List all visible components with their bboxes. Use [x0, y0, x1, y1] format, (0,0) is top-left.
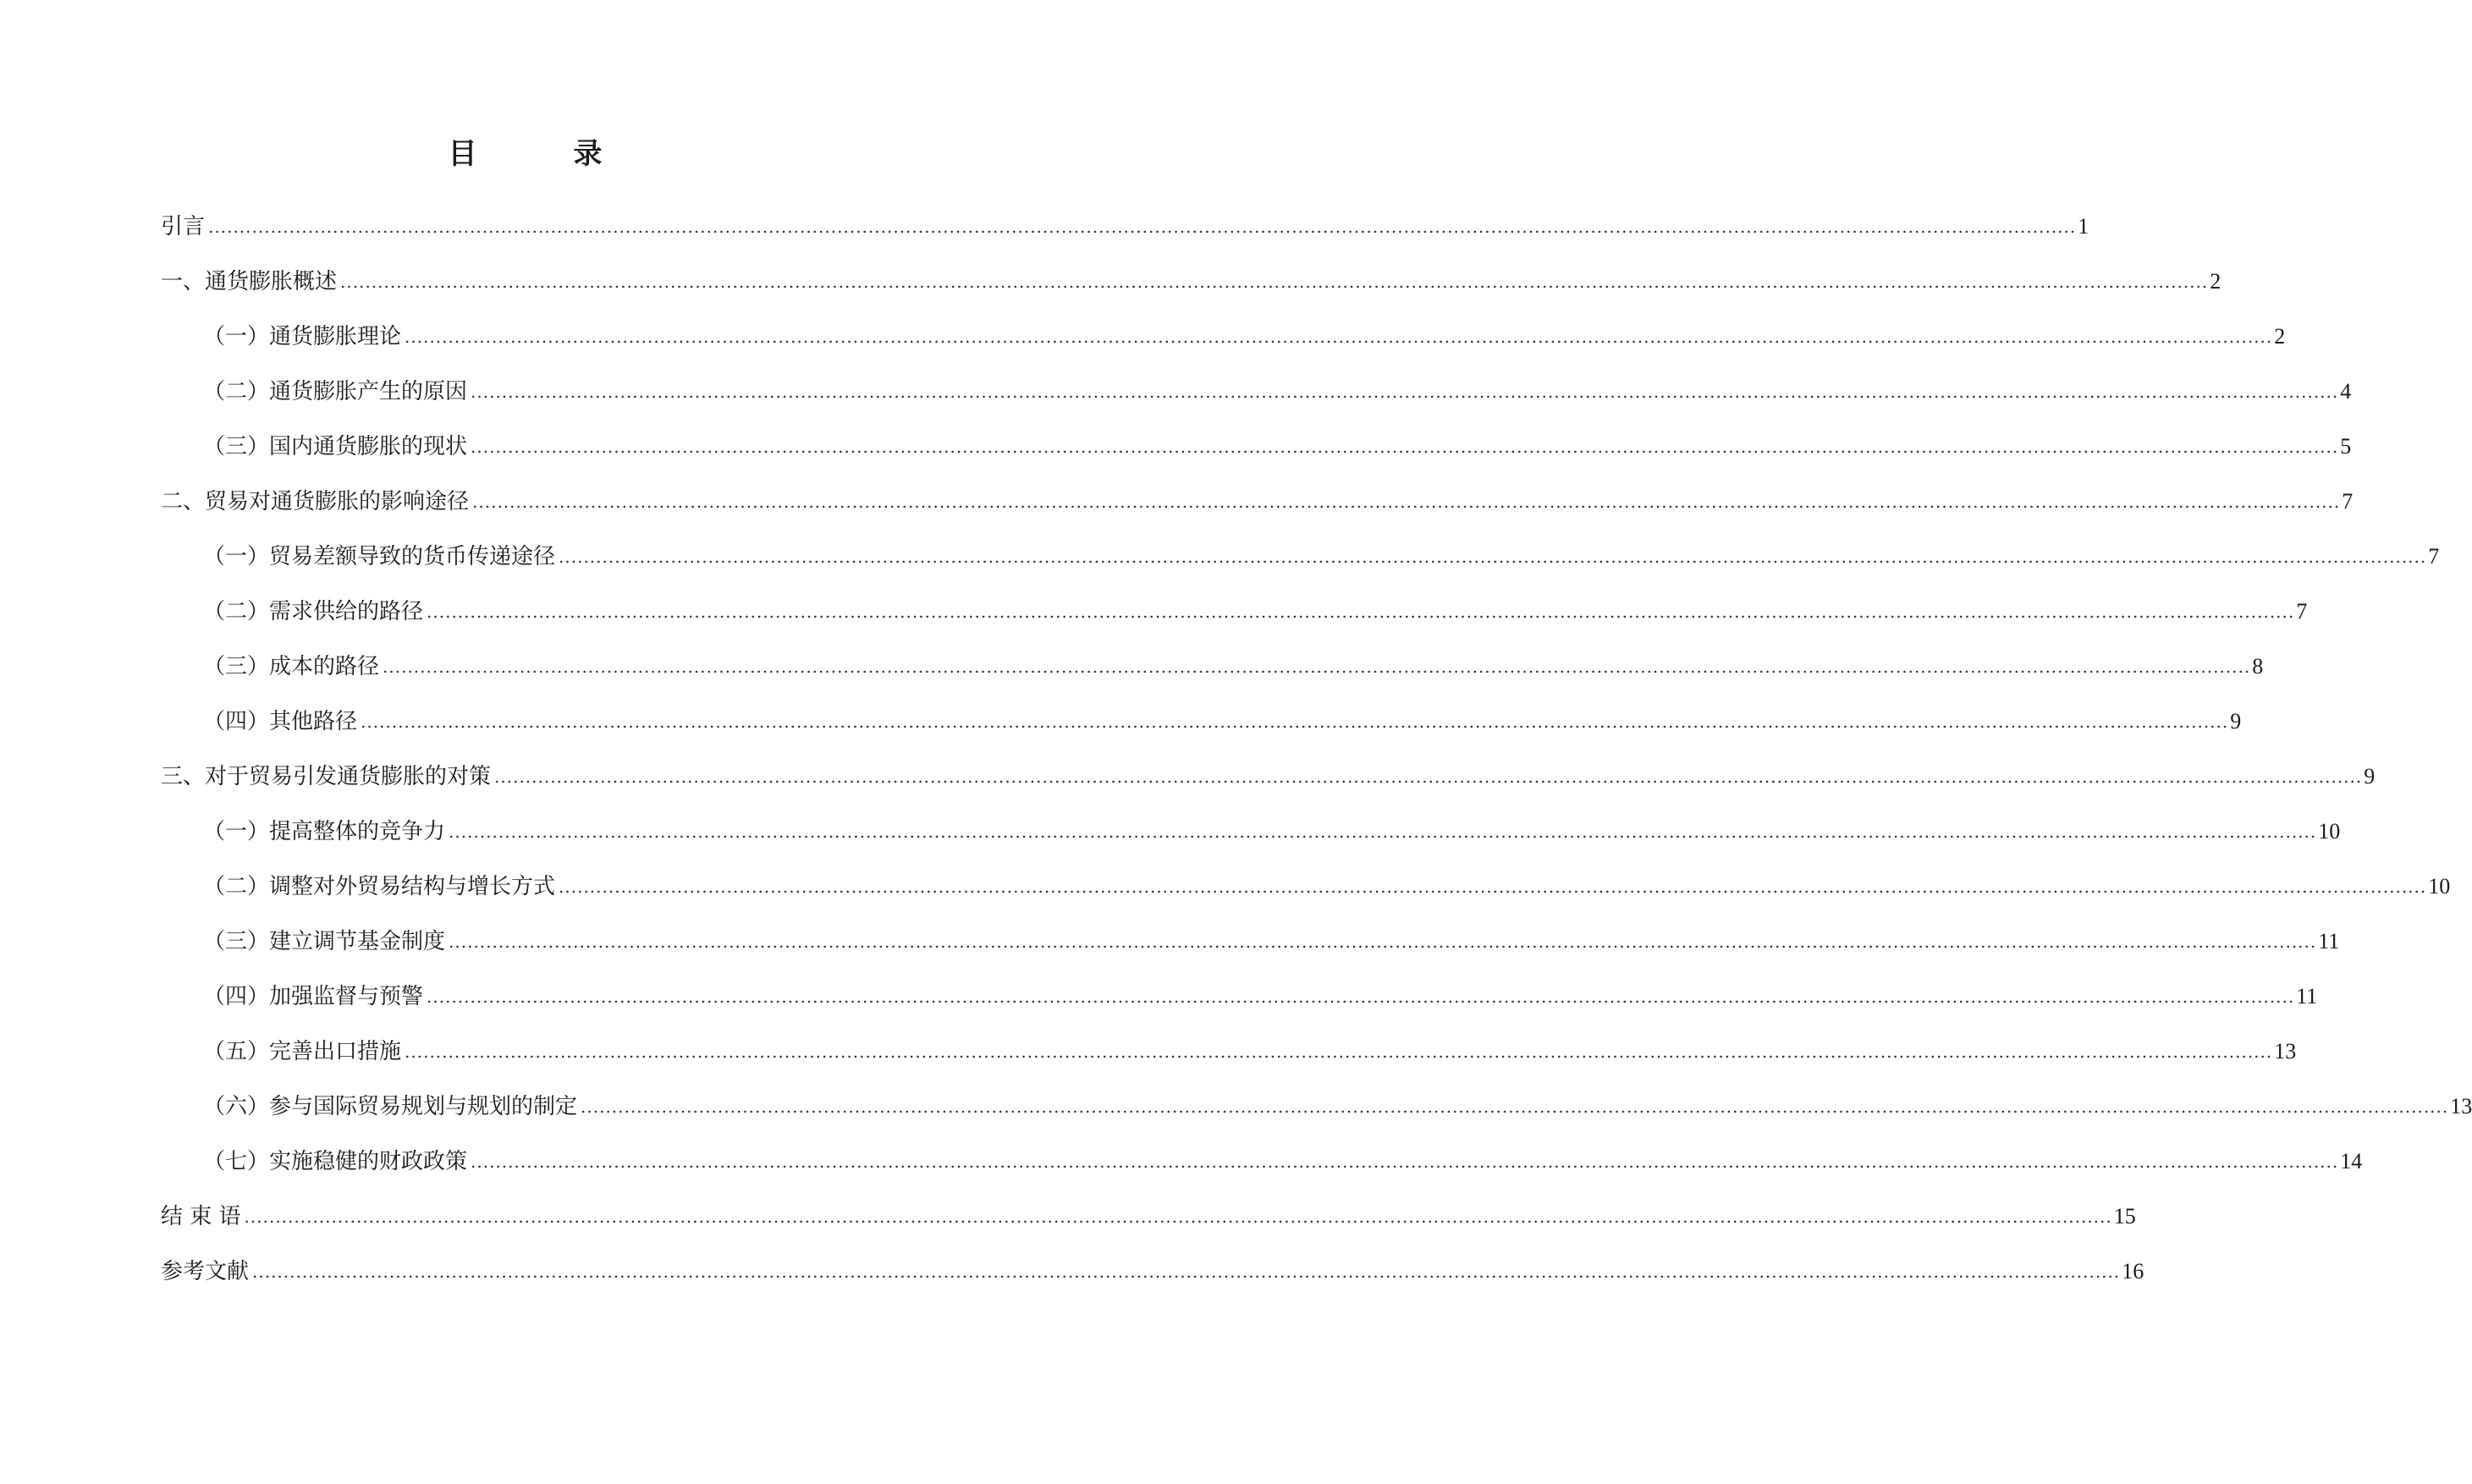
dot-leader: ............................................................................................................................................................................................................................................................................................................ — [427, 987, 2295, 1007]
dot-leader: ............................................................................................................................................................................................................................................................................................................ — [559, 547, 2427, 567]
toc-entry-page: 4 — [2340, 379, 2352, 404]
toc-entry-page: 7 — [2428, 544, 2440, 569]
dot-leader: ............................................................................................................................................................................................................................................................................................................ — [244, 1206, 2112, 1227]
toc-entry[interactable] — [161, 956, 2318, 1011]
toc-list — [161, 186, 2472, 1286]
toc-entry[interactable] — [161, 1121, 2363, 1176]
dot-leader: ............................................................................................................................................................................................................................................................................................................ — [252, 1261, 2121, 1282]
toc-entry[interactable] — [161, 406, 2352, 461]
toc-entry-label: 引言 — [161, 214, 206, 239]
toc-entry-label: （六）参与国际贸易规划与规划的制定 — [203, 1094, 578, 1119]
toc-entry-page: 16 — [2122, 1259, 2144, 1283]
toc-entry-page: 8 — [2252, 654, 2264, 679]
toc-entry-label: （一）贸易差额导致的货币传递途径 — [203, 544, 556, 569]
toc-entry[interactable] — [161, 846, 2451, 901]
dot-leader: ............................................................................................................................................................................................................................................................................................................ — [449, 822, 2317, 842]
toc-entry-label: （五）完善出口措施 — [203, 1039, 402, 1064]
toc-entry-page: 11 — [2318, 929, 2340, 954]
toc-entry[interactable] — [161, 901, 2340, 956]
toc-entry-label: （二）通货膨胀产生的原因 — [203, 379, 468, 404]
toc-entry-label: 参考文献 — [161, 1259, 250, 1284]
toc-entry[interactable] — [161, 461, 2354, 516]
toc-entry-label: （七）实施稳健的财政政策 — [203, 1149, 468, 1174]
toc-entry-label: （一）通货膨胀理论 — [203, 324, 402, 349]
toc-entry-page: 9 — [2364, 764, 2376, 789]
toc-entry[interactable] — [161, 1231, 2144, 1286]
dot-leader: ............................................................................................................................................................................................................................................................................................................ — [405, 1042, 2273, 1062]
dot-leader: ............................................................................................................................................................................................................................................................................................................ — [405, 327, 2273, 347]
dot-leader: ............................................................................................................................................................................................................................................................................................................ — [494, 767, 2363, 787]
toc-entry-page: 5 — [2340, 434, 2352, 459]
toc-entry[interactable] — [161, 681, 2242, 736]
toc-entry[interactable] — [161, 1176, 2136, 1231]
toc-entry-label: （三）国内通货膨胀的现状 — [203, 434, 468, 459]
dot-leader: ............................................................................................................................................................................................................................................................................................................ — [471, 1151, 2339, 1172]
dot-leader: ............................................................................................................................................................................................................................................................................................................ — [361, 712, 2229, 732]
toc-entry-label: （二）调整对外贸易结构与增长方式 — [203, 874, 556, 899]
toc-entry[interactable] — [161, 296, 2286, 351]
dot-leader: ............................................................................................................................................................................................................................................................................................................ — [427, 602, 2295, 622]
toc-entry[interactable] — [161, 1066, 2472, 1121]
toc-entry-page: 9 — [2230, 709, 2242, 734]
toc-entry[interactable] — [161, 516, 2440, 571]
toc-entry-page: 7 — [2296, 599, 2308, 624]
dot-leader: ............................................................................................................................................................................................................................................................................................................ — [471, 382, 2339, 402]
toc-entry-page: 10 — [2428, 874, 2451, 899]
toc-entry-page: 15 — [2113, 1204, 2136, 1228]
toc-entry-label: （三）建立调节基金制度 — [203, 929, 446, 954]
toc-entry-page: 2 — [2274, 324, 2286, 349]
toc-entry[interactable] — [161, 571, 2308, 626]
dot-leader: ............................................................................................................................................................................................................................................................................................................ — [559, 877, 2427, 897]
toc-entry-label: 二、贸易对通货膨胀的影响途径 — [161, 489, 470, 514]
dot-leader: ............................................................................................................................................................................................................................................................................................................ — [471, 437, 2339, 457]
toc-entry[interactable] — [161, 241, 2221, 296]
toc-entry-label: 一、通货膨胀概述 — [161, 269, 338, 294]
toc-entry-label: 结 束 语 — [161, 1204, 241, 1229]
dot-leader: ............................................................................................................................................................................................................................................................................................................ — [208, 217, 2077, 237]
toc-entry[interactable] — [161, 351, 2352, 406]
toc-entry[interactable] — [161, 626, 2264, 681]
dot-leader: ............................................................................................................................................................................................................................................................................................................ — [472, 492, 2341, 512]
toc-entry[interactable] — [161, 1011, 2297, 1066]
toc-entry[interactable] — [161, 186, 2089, 241]
toc-entry-page: 2 — [2210, 269, 2221, 294]
toc-entry-label: （二）需求供给的路径 — [203, 599, 424, 624]
dot-leader: ............................................................................................................................................................................................................................................................................................................ — [581, 1097, 2449, 1117]
dot-leader: ............................................................................................................................................................................................................................................................................................................ — [383, 657, 2251, 677]
toc-entry-label: 三、对于贸易引发通货膨胀的对策 — [161, 764, 492, 789]
toc-entry-page: 13 — [2274, 1039, 2297, 1064]
toc-entry-label: （一）提高整体的竞争力 — [203, 819, 446, 844]
toc-entry-label: （四）其他路径 — [203, 709, 358, 734]
toc-entry-label: （四）加强监督与预警 — [203, 984, 424, 1009]
toc-entry-page: 11 — [2296, 984, 2318, 1009]
toc-entry-label: （三）成本的路径 — [203, 654, 380, 679]
toc-entry[interactable] — [161, 736, 2376, 791]
toc-entry[interactable] — [161, 791, 2341, 846]
dot-leader: ............................................................................................................................................................................................................................................................................................................ — [340, 272, 2209, 292]
toc-title: 目 录 — [448, 137, 636, 171]
toc-entry-page: 7 — [2342, 489, 2354, 514]
toc-entry-page: 13 — [2450, 1094, 2472, 1118]
toc-entry-page: 10 — [2318, 819, 2341, 844]
toc-entry-page: 14 — [2340, 1149, 2363, 1173]
toc-entry-page: 1 — [2078, 214, 2089, 239]
dot-leader: ............................................................................................................................................................................................................................................................................................................ — [449, 932, 2317, 952]
